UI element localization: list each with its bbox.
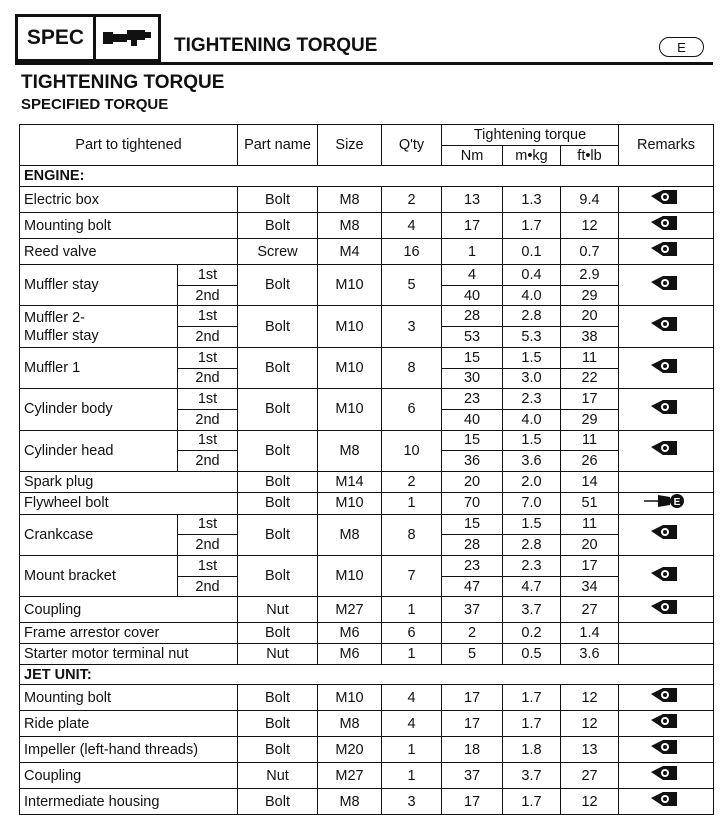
locking-agent-icon (649, 187, 686, 212)
size-cell: M10 (318, 556, 382, 597)
nm-cell: 23 (442, 389, 503, 410)
mkg-cell: 2.8 (503, 535, 561, 556)
ftlb-cell: 12 (561, 685, 619, 711)
part-cell: Impeller (left-hand threads) (20, 737, 238, 763)
nm-cell: 40 (442, 285, 503, 306)
ftlb-cell: 11 (561, 514, 619, 535)
locking-agent-icon (649, 564, 686, 589)
mkg-cell: 2.3 (503, 389, 561, 410)
table-row (20, 239, 714, 265)
qty-cell: 5 (382, 265, 442, 306)
part-name-cell: Bolt (238, 430, 318, 471)
ftlb-cell: 12 (561, 213, 619, 239)
part-name-cell: Bolt (238, 556, 318, 597)
part-cell: Starter motor terminal nut (20, 644, 238, 665)
remark-cell (619, 471, 714, 492)
table-row (20, 389, 714, 410)
svg-text:572: 572 (679, 743, 686, 752)
size-cell: M8 (318, 187, 382, 213)
header-rule (15, 62, 713, 65)
mkg-cell: 3.7 (503, 597, 561, 623)
remark-cell (619, 597, 714, 623)
stage-cell: 2nd (178, 451, 238, 472)
nm-cell: 17 (442, 213, 503, 239)
part-name-cell: Screw (238, 239, 318, 265)
qty-cell: 16 (382, 239, 442, 265)
remark-cell (619, 737, 714, 763)
table-row (20, 556, 714, 577)
size-cell: M10 (318, 685, 382, 711)
header-size: Size (318, 125, 382, 166)
section-label: ENGINE: (20, 166, 714, 187)
size-cell: M8 (318, 430, 382, 471)
mkg-cell: 1.7 (503, 213, 561, 239)
table-row (20, 789, 714, 815)
language-badge: E (659, 37, 704, 57)
part-label-line1: Muffler 2- (24, 309, 85, 326)
section-title: TIGHTENING TORQUE (21, 72, 225, 93)
ftlb-cell: 9.4 (561, 187, 619, 213)
nm-cell: 15 (442, 347, 503, 368)
svg-text:271: 271 (679, 218, 686, 228)
ftlb-cell: 20 (561, 535, 619, 556)
ftlb-cell: 22 (561, 368, 619, 389)
nm-cell: 17 (442, 789, 503, 815)
mkg-cell: 0.1 (503, 239, 561, 265)
size-cell: M20 (318, 737, 382, 763)
qty-cell: 7 (382, 556, 442, 597)
table-row (20, 644, 714, 665)
remark-cell (619, 187, 714, 213)
ftlb-cell: 13 (561, 737, 619, 763)
ftlb-cell: 1.4 (561, 623, 619, 644)
part-name-cell: Nut (238, 597, 318, 623)
stage-cell: 1st (178, 430, 238, 451)
stage-cell: 2nd (178, 535, 238, 556)
remark-cell (619, 644, 714, 665)
ftlb-cell: 27 (561, 763, 619, 789)
table-row (20, 597, 714, 623)
ftlb-cell: 29 (561, 285, 619, 306)
locking-agent-icon (649, 314, 686, 339)
remark-cell (619, 265, 714, 306)
size-cell: M6 (318, 623, 382, 644)
qty-cell: 3 (382, 306, 442, 347)
stage-cell: 2nd (178, 409, 238, 430)
nm-cell: 28 (442, 306, 503, 327)
svg-text:271: 271 (679, 691, 686, 700)
mkg-cell: 1.5 (503, 514, 561, 535)
table-row (20, 265, 714, 286)
nm-cell: 1 (442, 239, 503, 265)
mkg-cell: 0.4 (503, 265, 561, 286)
nm-cell: 40 (442, 409, 503, 430)
spec-badge (15, 14, 161, 62)
size-cell: M4 (318, 239, 382, 265)
part-name-cell: Bolt (238, 711, 318, 737)
part-name-cell: Nut (238, 644, 318, 665)
nm-cell: 53 (442, 327, 503, 348)
header-part-name: Part name (238, 125, 318, 166)
qty-cell: 8 (382, 347, 442, 388)
ftlb-cell: 14 (561, 471, 619, 492)
header-nm: Nm (442, 145, 503, 166)
nm-cell: 37 (442, 597, 503, 623)
part-name-cell: Bolt (238, 265, 318, 306)
qty-cell: 4 (382, 711, 442, 737)
part-name-cell: Bolt (238, 213, 318, 239)
part-name-cell: Bolt (238, 737, 318, 763)
section-subtitle: SPECIFIED TORQUE (21, 96, 169, 113)
locking-agent-icon (649, 522, 686, 547)
nm-cell: 15 (442, 430, 503, 451)
mkg-cell: 2.3 (503, 556, 561, 577)
mkg-cell: 4.7 (503, 576, 561, 597)
stage-cell: 1st (178, 389, 238, 410)
remark-cell (619, 711, 714, 737)
svg-text:572: 572 (679, 603, 686, 612)
qty-cell: 4 (382, 685, 442, 711)
stage-cell: 1st (178, 306, 238, 327)
size-cell: M8 (318, 711, 382, 737)
size-cell: M14 (318, 471, 382, 492)
nm-cell: 15 (442, 514, 503, 535)
part-cell: Muffler 1 (20, 347, 178, 388)
qty-cell: 1 (382, 597, 442, 623)
mkg-cell: 3.7 (503, 763, 561, 789)
nm-cell: 2 (442, 623, 503, 644)
part-cell: Cylinder body (20, 389, 178, 430)
svg-text:572: 572 (679, 402, 686, 412)
qty-cell: 2 (382, 471, 442, 492)
part-cell: Mounting bolt (20, 685, 238, 711)
ftlb-cell: 11 (561, 430, 619, 451)
locking-agent-icon (649, 685, 686, 710)
part-name-cell: Bolt (238, 187, 318, 213)
locking-agent-icon (649, 789, 686, 814)
mkg-cell: 1.7 (503, 685, 561, 711)
section-row (20, 166, 714, 187)
qty-cell: 4 (382, 213, 442, 239)
part-cell: Reed valve (20, 239, 238, 265)
locking-agent-icon (649, 438, 686, 463)
remark-cell (619, 492, 714, 514)
ftlb-cell: 17 (561, 556, 619, 577)
ftlb-cell: 38 (561, 327, 619, 348)
stage-cell: 2nd (178, 327, 238, 348)
table-row (20, 430, 714, 451)
locking-agent-icon (649, 763, 686, 788)
part-cell: Intermediate housing (20, 789, 238, 815)
nm-cell: 18 (442, 737, 503, 763)
part-cell: Ride plate (20, 711, 238, 737)
remark-cell (619, 789, 714, 815)
part-name-cell: Bolt (238, 306, 318, 347)
stage-cell: 2nd (178, 285, 238, 306)
qty-cell: 1 (382, 737, 442, 763)
size-cell: M8 (318, 213, 382, 239)
qty-cell: 3 (382, 789, 442, 815)
table-row (20, 213, 714, 239)
mkg-cell: 1.8 (503, 737, 561, 763)
header-qty: Q'ty (382, 125, 442, 166)
locking-agent-icon (649, 597, 686, 622)
table-row (20, 347, 714, 368)
nm-cell: 4 (442, 265, 503, 286)
mkg-cell: 0.2 (503, 623, 561, 644)
header-title: TIGHTENING TORQUE (174, 35, 378, 56)
part-name-cell: Bolt (238, 471, 318, 492)
nm-cell: 20 (442, 471, 503, 492)
svg-text:E: E (673, 496, 681, 508)
mkg-cell: 1.5 (503, 430, 561, 451)
qty-cell: 8 (382, 514, 442, 555)
size-cell: M10 (318, 265, 382, 306)
remark-cell (619, 685, 714, 711)
nm-cell: 28 (442, 535, 503, 556)
svg-text:271: 271 (679, 319, 686, 329)
part-cell (20, 306, 178, 347)
locking-agent-icon (649, 356, 686, 381)
nm-cell: 17 (442, 685, 503, 711)
locking-agent-icon (649, 239, 686, 264)
nm-cell: 23 (442, 556, 503, 577)
part-cell: Muffler stay (20, 265, 178, 306)
locking-agent-icon (649, 213, 686, 238)
stage-cell: 2nd (178, 576, 238, 597)
table-row (20, 492, 714, 514)
table-row (20, 623, 714, 644)
ftlb-cell: 34 (561, 576, 619, 597)
part-cell: Spark plug (20, 471, 238, 492)
size-cell: M27 (318, 597, 382, 623)
qty-cell: 1 (382, 492, 442, 514)
size-cell: M8 (318, 514, 382, 555)
nm-cell: 17 (442, 711, 503, 737)
table-row (20, 514, 714, 535)
nm-cell: 37 (442, 763, 503, 789)
ftlb-cell: 29 (561, 409, 619, 430)
qty-cell: 1 (382, 763, 442, 789)
mkg-cell: 2.8 (503, 306, 561, 327)
locking-agent-icon (649, 737, 686, 762)
grease-gun-icon (644, 493, 688, 514)
ftlb-cell: 17 (561, 389, 619, 410)
caliper-wrench-icon (96, 17, 158, 59)
part-cell: Cylinder head (20, 430, 178, 471)
table-row (20, 685, 714, 711)
part-name-cell: Nut (238, 763, 318, 789)
table-row (20, 711, 714, 737)
torque-table (19, 124, 714, 815)
size-cell: M6 (318, 644, 382, 665)
part-name-cell: Bolt (238, 623, 318, 644)
svg-text:572: 572 (679, 528, 686, 537)
mkg-cell: 4.0 (503, 409, 561, 430)
ftlb-cell: 11 (561, 347, 619, 368)
header-part: Part to tightened (20, 125, 238, 166)
part-name-cell: Bolt (238, 685, 318, 711)
mkg-cell: 1.3 (503, 187, 561, 213)
part-label-line2: Muffler stay (24, 327, 99, 344)
table-row (20, 306, 714, 327)
stage-cell: 1st (178, 347, 238, 368)
nm-cell: 30 (442, 368, 503, 389)
stage-cell: 2nd (178, 368, 238, 389)
svg-text:572: 572 (679, 769, 686, 778)
locking-agent-icon (649, 397, 686, 422)
ftlb-cell: 26 (561, 451, 619, 472)
header-torque: Tightening torque (442, 125, 619, 146)
size-cell: M8 (318, 789, 382, 815)
qty-cell: 6 (382, 389, 442, 430)
ftlb-cell: 3.6 (561, 644, 619, 665)
part-cell: Crankcase (20, 514, 178, 555)
svg-text:572: 572 (679, 444, 686, 453)
part-cell: Electric box (20, 187, 238, 213)
ftlb-cell: 2.9 (561, 265, 619, 286)
remark-cell (619, 347, 714, 388)
spec-label: SPEC (18, 17, 96, 59)
locking-agent-icon (649, 273, 686, 298)
stage-cell: 1st (178, 556, 238, 577)
header-remarks: Remarks (619, 125, 714, 166)
svg-text:271: 271 (679, 569, 686, 578)
svg-text:271: 271 (679, 192, 686, 202)
part-cell: Mounting bolt (20, 213, 238, 239)
svg-text:242: 242 (679, 244, 686, 254)
mkg-cell: 3.6 (503, 451, 561, 472)
ftlb-cell: 0.7 (561, 239, 619, 265)
table-row (20, 471, 714, 492)
mkg-cell: 7.0 (503, 492, 561, 514)
ftlb-cell: 51 (561, 492, 619, 514)
part-cell: Coupling (20, 763, 238, 789)
size-cell: M10 (318, 492, 382, 514)
size-cell: M27 (318, 763, 382, 789)
ftlb-cell: 27 (561, 597, 619, 623)
part-cell: Frame arrestor cover (20, 623, 238, 644)
nm-cell: 36 (442, 451, 503, 472)
section-label: JET UNIT: (20, 664, 714, 685)
stage-cell: 1st (178, 514, 238, 535)
part-name-cell: Bolt (238, 492, 318, 514)
mkg-cell: 0.5 (503, 644, 561, 665)
size-cell: M10 (318, 347, 382, 388)
remark-cell (619, 623, 714, 644)
locking-agent-icon (649, 711, 686, 736)
table-row (20, 763, 714, 789)
remark-cell (619, 556, 714, 597)
remark-cell (619, 763, 714, 789)
size-cell: M10 (318, 306, 382, 347)
svg-text:271: 271 (679, 361, 686, 370)
ftlb-cell: 12 (561, 711, 619, 737)
stage-cell: 1st (178, 265, 238, 286)
remark-cell (619, 430, 714, 471)
svg-text:242: 242 (679, 717, 686, 726)
qty-cell: 2 (382, 187, 442, 213)
header-ftlb: ft•lb (561, 145, 619, 166)
remark-cell (619, 213, 714, 239)
remark-cell (619, 514, 714, 555)
svg-text:271: 271 (679, 278, 686, 287)
remark-cell (619, 306, 714, 347)
svg-text:242: 242 (679, 795, 686, 804)
remark-cell (619, 389, 714, 430)
part-cell: Coupling (20, 597, 238, 623)
part-name-cell: Bolt (238, 789, 318, 815)
header-mkg: m•kg (503, 145, 561, 166)
mkg-cell: 1.7 (503, 789, 561, 815)
table-row (20, 187, 714, 213)
part-name-cell: Bolt (238, 347, 318, 388)
nm-cell: 70 (442, 492, 503, 514)
nm-cell: 47 (442, 576, 503, 597)
nm-cell: 5 (442, 644, 503, 665)
table-row (20, 737, 714, 763)
size-cell: M10 (318, 389, 382, 430)
qty-cell: 1 (382, 644, 442, 665)
mkg-cell: 2.0 (503, 471, 561, 492)
qty-cell: 10 (382, 430, 442, 471)
section-row (20, 664, 714, 685)
qty-cell: 6 (382, 623, 442, 644)
nm-cell: 13 (442, 187, 503, 213)
part-cell: Flywheel bolt (20, 492, 238, 514)
mkg-cell: 5.3 (503, 327, 561, 348)
mkg-cell: 1.7 (503, 711, 561, 737)
mkg-cell: 3.0 (503, 368, 561, 389)
mkg-cell: 4.0 (503, 285, 561, 306)
part-name-cell: Bolt (238, 389, 318, 430)
remark-cell (619, 239, 714, 265)
mkg-cell: 1.5 (503, 347, 561, 368)
ftlb-cell: 20 (561, 306, 619, 327)
part-cell: Mount bracket (20, 556, 178, 597)
ftlb-cell: 12 (561, 789, 619, 815)
part-name-cell: Bolt (238, 514, 318, 555)
